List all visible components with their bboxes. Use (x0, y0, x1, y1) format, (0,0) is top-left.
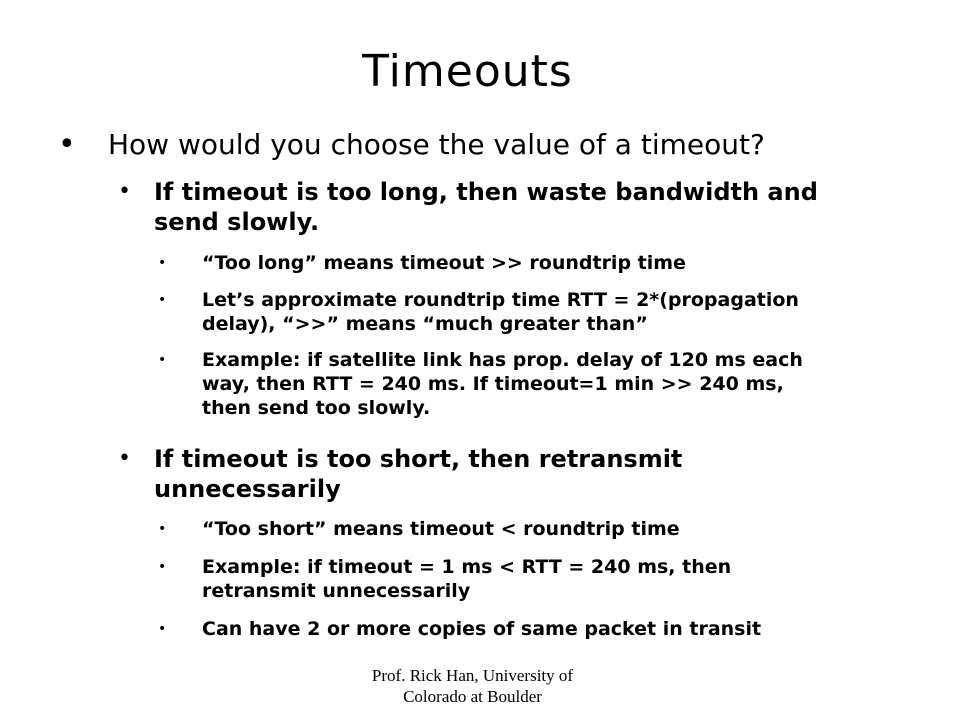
bullet-text: “Too short” means timeout < roundtrip time (202, 518, 680, 540)
bullet-text: “Too long” means timeout >> roundtrip time (202, 252, 686, 274)
bullet-icon: • (158, 352, 167, 368)
bullet-icon: • (158, 621, 167, 637)
bullet-icon: • (158, 521, 167, 537)
bullet-text: retransmit unnecessarily (202, 580, 471, 602)
bullet-text: then send too slowly. (202, 397, 431, 419)
bullet-text: Example: if timeout = 1 ms < RTT = 240 ms, then (202, 556, 732, 578)
bullet-icon: • (158, 255, 167, 271)
bullet-text: Can have 2 or more copies of same packet in transit (202, 618, 762, 640)
slide-title: Timeouts (362, 46, 573, 97)
bullet-text: How would you choose the value of a timeout? (108, 128, 765, 161)
bullet-text: unnecessarily (154, 475, 341, 503)
bullet-icon: • (158, 559, 167, 575)
slide-footer (340, 665, 605, 707)
bullet-text: way, then RTT = 240 ms. If timeout=1 min >> 240 ms, (202, 373, 784, 395)
bullet-icon: • (118, 446, 131, 471)
bullet-item (158, 251, 686, 275)
bullet-icon: • (118, 179, 131, 204)
bullet-item (158, 517, 680, 541)
bullet-item (158, 348, 803, 420)
footer-line: Colorado at Boulder (403, 687, 542, 706)
bullet-text: If timeout is too short, then retransmit (154, 445, 683, 473)
bullet-icon: • (158, 292, 167, 308)
bullet-item (158, 617, 761, 641)
bullet-item (158, 555, 731, 603)
bullet-text: send slowly. (154, 208, 320, 236)
bullet-text: delay), “>>” means “much greater than” (202, 313, 648, 335)
footer-line: Prof. Rick Han, University of (371, 666, 574, 685)
bullet-item (118, 177, 818, 237)
bullet-text: Example: if satellite link has prop. delay of 120 ms each (202, 349, 803, 371)
bullet-text: If timeout is too long, then waste bandwidth and (154, 178, 818, 206)
bullet-item (58, 128, 765, 162)
bullet-icon: • (58, 127, 76, 162)
bullet-text: Let’s approximate roundtrip time RTT = 2*(propagation (202, 289, 799, 311)
bullet-item (118, 444, 682, 504)
bullet-item (158, 288, 799, 336)
